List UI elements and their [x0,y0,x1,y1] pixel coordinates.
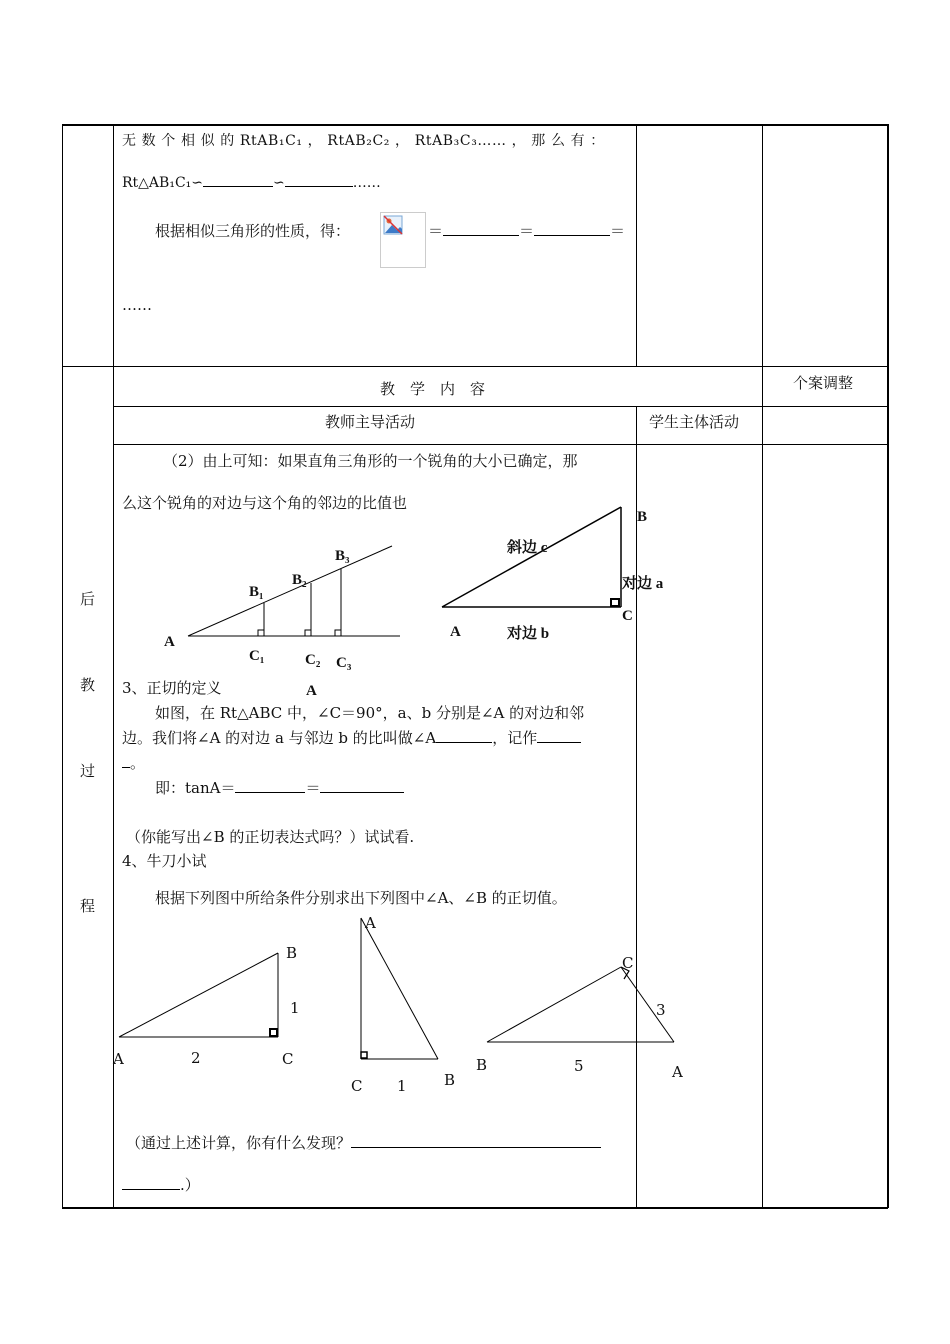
t3-label-B: B [476,1056,488,1074]
top-line-3: 根据相似三角形的性质，得： [155,222,351,240]
blank-7 [122,753,130,768]
fig2-label-adjacent: 对边 b [507,626,550,642]
tan-formula-text: 即：tanA＝ [155,779,236,797]
similar-mid: ∽ [273,175,285,191]
fig1-label-B3: B₃ [335,548,350,564]
similar-prefix: Rt△AB₁C₁∽ [122,175,203,191]
paragraph-8 [126,1132,601,1153]
fig1-label-A: A [164,634,175,650]
t3-label-A: A [672,1063,683,1081]
t1-label-C: C [282,1050,294,1068]
fig1-label-C3: C₃ [336,655,352,671]
blank-11 [122,1175,180,1190]
eq-2: ＝ [519,222,535,240]
practice-triangle-1 [119,953,278,1037]
fig1-label-C2: C₂ [305,652,321,668]
side-char-4: 程 [80,897,96,915]
fig1-label-B1: B₁ [249,584,264,600]
paragraph-5 [155,777,404,798]
fig2-label-C: C [622,608,633,624]
fig1-label-B2: B₂ [292,572,307,588]
paragraph-4 [122,727,581,748]
fig1-label-C1: C₁ [249,648,265,664]
paragraph-4-end [122,752,145,773]
t2-label-B: B [444,1071,456,1089]
t1-label-B: B [286,944,298,962]
header-student-activity: 学生主体活动 [649,413,740,431]
paragraph-3: 如图，在 Rt△ABC 中，∠C＝90°，a、b 分别是∠A 的对边和邻 [155,704,585,722]
right-triangle-figure [442,507,621,607]
practice-triangle-2 [361,918,438,1059]
tangent-def-text: 边。我们将∠A 的对边 a 与邻边 b 的比叫做∠A [122,729,437,747]
blank-10 [351,1133,601,1148]
t1-label-side-2: 2 [191,1049,201,1067]
section-4-title: 4、牛刀小试 [122,852,207,870]
t2-label-A: A [365,914,376,932]
top-line-1: 无 数 个 相 似 的 RtAB₁C₁ ， RtAB₂C₂ ， RtAB₃C₃…… ， 那 么 有 ： [122,133,605,149]
section-3-title: 3、正切的定义 [122,679,222,697]
blank-8 [235,778,305,793]
fig2-label-A: A [450,624,461,640]
paragraph-7: 根据下列图中所给条件分别求出下列图中∠A、∠B 的正切值。 [155,889,567,907]
t3-label-C: C [622,954,634,972]
fig2-label-hypotenuse: 斜边 c [507,540,548,556]
discovery-question: （通过上述计算，你有什么发现？ [126,1134,352,1152]
eq-1: ＝ [428,222,444,240]
t3-label-side-3: 3 [656,1001,666,1019]
eq-3: ＝ [610,222,626,240]
side-char-3: 过 [80,762,96,780]
closing-paren: .） [180,1176,200,1194]
t1-label-A: A [113,1050,124,1068]
fig1-label-A-below: A [306,683,317,699]
period: 。 [130,754,146,772]
t3-label-side-5: 5 [574,1057,584,1075]
blank-5 [436,728,492,743]
fig2-label-opposite: 对边 a [622,576,664,592]
header-case-adjust: 个案调整 [793,374,854,392]
fig2-label-B: B [637,509,648,525]
side-char-1: 后 [80,590,96,608]
t1-label-side-1: 1 [290,999,300,1017]
side-char-2: 教 [80,676,96,694]
paragraph-2: 么这个锐角的对边与这个角的邻边的比值也 [122,494,408,512]
blank-9 [320,778,404,793]
similar-triangles-figure [188,546,400,636]
paragraph-9 [122,1174,200,1195]
paragraph-1: （2）由上可知：如果直角三角形的一个锐角的大小已确定，那 [163,452,578,470]
header-teaching-content: 教 学 内 容 [380,380,486,398]
header-teacher-activity: 教师主导活动 [325,413,416,431]
similar-suffix: …… [352,175,381,191]
blank-6 [537,728,581,743]
denote-text: ，记作 [492,729,538,747]
top-line-4: …… [122,296,152,314]
paragraph-6: （你能写出∠B 的正切表达式吗？）试试看. [126,828,415,846]
practice-triangle-3 [487,967,674,1042]
eq-4: ＝ [305,779,321,797]
t2-label-C: C [351,1077,363,1095]
t2-label-side-1: 1 [397,1077,407,1095]
